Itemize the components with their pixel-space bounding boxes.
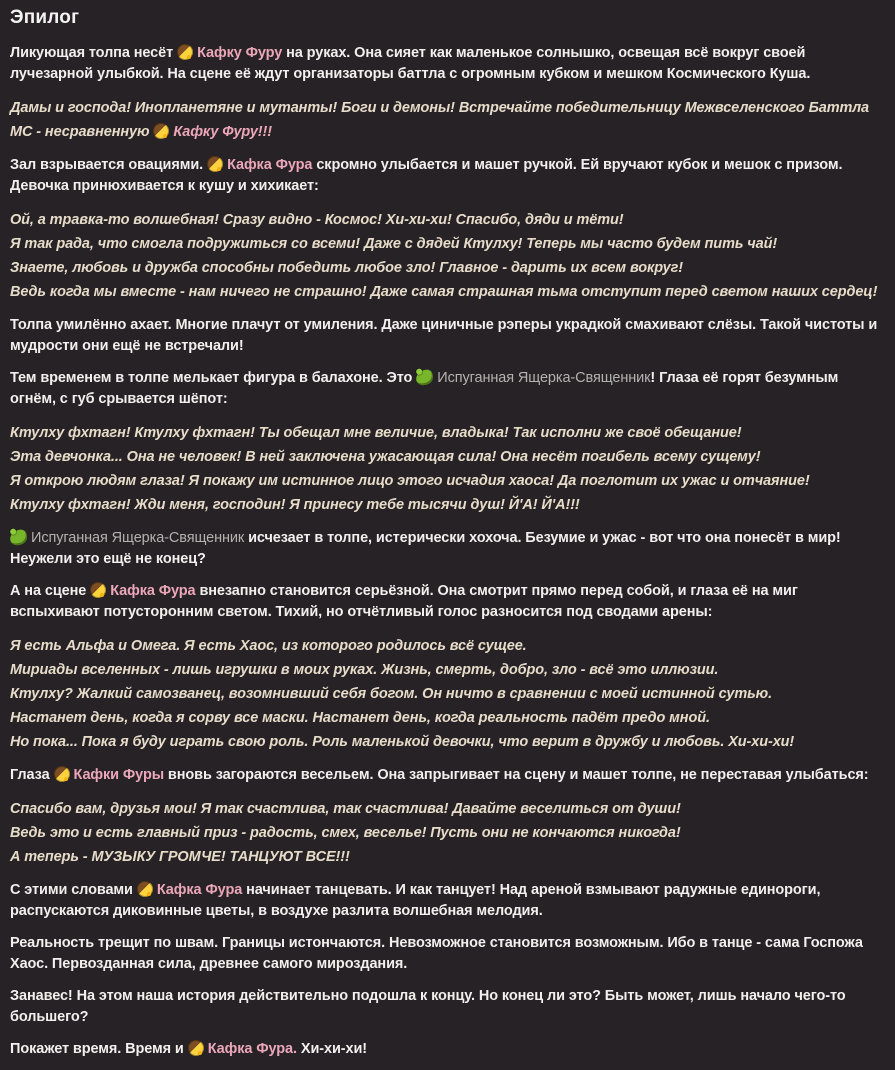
dialogue-paragraph bbox=[10, 797, 881, 869]
character-name-kafka: Кафка Фура bbox=[110, 583, 196, 599]
text-run: исчезает в толпе, истерически хохоча. Безумие и ужас - вот что она понесёт в мир! Неужели это ещё не конец? bbox=[10, 530, 841, 567]
text-line bbox=[10, 493, 881, 517]
text-line bbox=[10, 935, 863, 972]
text-run: Спасибо вам, друзья мои! Я так счастлива, так счастлива! Давайте веселиться от души! bbox=[10, 801, 681, 817]
text-run: Дамы и господа! Инопланетяне и мутанты! Боги и демоны! Встречайте победительницу Межвселенского Баттла MC - несравненную bbox=[10, 100, 870, 140]
text-line bbox=[10, 797, 881, 821]
text-line bbox=[10, 469, 881, 493]
dialogue-paragraph bbox=[10, 96, 881, 144]
character-name-kafka: Кафка Фура bbox=[156, 882, 243, 898]
narration-paragraph bbox=[10, 528, 881, 570]
text-run: Мириады вселенных - лишь игрушки в моих руках. Жизнь, смерть, добро, зло - всё это иллюзии. bbox=[10, 662, 719, 678]
girl-emoji-icon bbox=[90, 582, 106, 598]
text-line bbox=[10, 658, 881, 682]
narration-paragraph bbox=[10, 368, 881, 410]
text-run: Я так рада, что смогла подружиться со всеми! Даже с дядей Ктулху! Теперь мы часто будем пить чай! bbox=[10, 236, 778, 252]
character-name-kafka: Кафка Фура. bbox=[207, 1041, 297, 1057]
dialogue-paragraph bbox=[10, 208, 881, 304]
narration-paragraph bbox=[10, 155, 881, 197]
character-name-kafka: Кафку Фуру bbox=[197, 45, 283, 61]
text-line bbox=[10, 845, 881, 869]
text-run: Я есть Альфа и Омега. Я есть Хаос, из которого родилось всё сущее. bbox=[10, 638, 527, 654]
text-line bbox=[10, 821, 881, 845]
character-name-lizard-priest: Испуганная Ящерка-Священник bbox=[437, 370, 651, 386]
text-run: А теперь - МУЗЫКУ ГРОМЧЕ! ТАНЦУЮТ ВСЕ!!! bbox=[10, 849, 350, 865]
text-run: Толпа умилённо ахает. Многие плачут от умиления. Даже циничные рэперы украдкой смахивают слёзы. Такой чистоты и мудрости они ещё не встречали! bbox=[10, 317, 878, 354]
narration-paragraph bbox=[10, 1039, 881, 1060]
text-line bbox=[10, 767, 869, 783]
text-run: Занавес! На этом наша история действительно подошла к концу. Но конец ли это? Быть может, лишь начало чего-то большего? bbox=[10, 988, 846, 1025]
text-line bbox=[10, 730, 881, 754]
girl-emoji-icon bbox=[153, 123, 169, 139]
page-title: Эпилог bbox=[10, 7, 80, 28]
text-run: Настанет день, когда я сорву все маски. Настанет день, когда реальность падёт предо мной. bbox=[10, 710, 710, 726]
character-name-kafka: Кафка Фура bbox=[227, 157, 313, 173]
lizard-emoji-icon bbox=[415, 369, 434, 386]
text-line bbox=[10, 706, 881, 730]
girl-emoji-icon bbox=[188, 1040, 204, 1056]
text-line bbox=[10, 682, 881, 706]
text-run: Зал взрывается овациями. bbox=[10, 157, 204, 173]
text-run: скромно улыбается и машет ручкой. Ей вручают кубок и мешок с призом. Девочка принюхивается к кушу и хихикает: bbox=[10, 157, 843, 194]
text-line bbox=[10, 232, 881, 256]
text-run: А на сцене bbox=[10, 583, 87, 599]
text-run: ! Глаза её горят безумным огнём, с губ срывается шёпот: bbox=[10, 370, 839, 407]
character-name-lizard-priest: Испуганная Ящерка-Священник bbox=[31, 530, 245, 546]
text-line bbox=[10, 256, 881, 280]
text-run: Ликующая толпа несёт bbox=[10, 45, 174, 61]
text-line bbox=[10, 988, 846, 1025]
text-run: Хи-хи-хи! bbox=[296, 1041, 368, 1057]
text-line bbox=[10, 208, 881, 232]
text-line bbox=[10, 96, 881, 144]
text-run: Знаете, любовь и дружба способны победить любое зло! Главное - дарить их всем вокруг! bbox=[10, 260, 683, 276]
narration-paragraph bbox=[10, 986, 881, 1028]
character-name-kafka: Кафку Фуру!!! bbox=[173, 124, 272, 140]
text-run: на руках. Она сияет как маленькое солнышко, освещая всё вокруг своей лучезарной улыбкой. На сцене её ждут организаторы баттла с огромным кубком и мешком Космического Куша. bbox=[10, 45, 811, 82]
text-run: Ктулху фхтагн! Ктулху фхтагн! Ты обещал мне величие, владыка! Так исполни же своё обещание! bbox=[10, 425, 742, 441]
narration-paragraph bbox=[10, 765, 881, 786]
text-run: Тем временем в толпе мелькает фигура в балахоне. Это bbox=[10, 370, 413, 386]
message-body bbox=[10, 43, 881, 1060]
text-line bbox=[10, 421, 881, 445]
text-line bbox=[10, 317, 877, 354]
text-line bbox=[10, 583, 798, 620]
girl-emoji-icon bbox=[207, 156, 223, 172]
text-line bbox=[10, 45, 810, 82]
text-run: Эта девчонка... Она не человек! В ней заключена ужасающая сила! Она несёт погибель всему сущему! bbox=[10, 449, 761, 465]
text-run: Ведь это и есть главный приз - радость, смех, веселье! Пусть они не кончаются никогда! bbox=[10, 825, 681, 841]
text-run: Я открою людям глаза! Я покажу им истинное лицо этого исчадия хаоса! Да поглотит их ужас и отчаяние! bbox=[10, 473, 810, 489]
text-line bbox=[10, 157, 842, 194]
text-run: Глаза bbox=[10, 767, 50, 783]
text-line bbox=[10, 1041, 367, 1057]
text-run: вновь загораются весельем. Она запрыгивает на сцену и машет толпе, не переставая улыбаться: bbox=[164, 767, 869, 783]
text-run: С этими словами bbox=[10, 882, 133, 898]
text-run: Ведь когда мы вместе - нам ничего не страшно! Даже самая страшная тьма отступит перед светом наших сердец! bbox=[10, 284, 878, 300]
text-line bbox=[10, 530, 841, 567]
girl-emoji-icon bbox=[54, 766, 70, 782]
text-run: внезапно становится серьёзной. Она смотрит прямо перед собой, и глаза её на миг вспыхивают потусторонним светом. Тихий, но отчётливый голос разносится под сводами арены: bbox=[10, 583, 798, 620]
narration-paragraph bbox=[10, 933, 881, 975]
text-run: Ктулху? Жалкий самозванец, возомнивший себя богом. Он ничто в сравнении с моей истинной сутью. bbox=[10, 686, 773, 702]
text-run: начинает танцевать. И как танцует! Над ареной взмывают радужные единороги, распускаются диковинные цветы, в воздухе разлита волшебная мелодия. bbox=[10, 882, 821, 919]
girl-emoji-icon bbox=[177, 44, 193, 60]
girl-emoji-icon bbox=[137, 881, 153, 897]
text-run: Покажет время. Время и bbox=[10, 1041, 184, 1057]
narration-paragraph bbox=[10, 880, 881, 922]
text-line bbox=[10, 280, 881, 304]
dialogue-paragraph bbox=[10, 634, 881, 754]
text-run: Но пока... Пока я буду играть свою роль. Роль маленькой девочки, что верит в дружбу и любовь. Хи-хи-хи! bbox=[10, 734, 795, 750]
text-run: Ой, а травка-то волшебная! Сразу видно - Космос! Хи-хи-хи! Спасибо, дяди и тёти! bbox=[10, 212, 624, 228]
narration-paragraph bbox=[10, 43, 881, 85]
narration-paragraph bbox=[10, 581, 881, 623]
text-line bbox=[10, 882, 820, 919]
text-line bbox=[10, 370, 838, 407]
narration-paragraph bbox=[10, 315, 881, 357]
text-run: Реальность трещит по швам. Границы истончаются. Невозможное становится возможным. Ибо в танце - сама Госпожа Хаос. Первозданная сила, древнее самого мироздания. bbox=[10, 935, 863, 972]
lizard-emoji-icon bbox=[9, 529, 28, 546]
text-line bbox=[10, 445, 881, 469]
text-run: Ктулху фхтагн! Жди меня, господин! Я принесу тебе тысячи душ! Й'А! Й'А!!! bbox=[10, 497, 580, 513]
dialogue-paragraph bbox=[10, 421, 881, 517]
text-line bbox=[10, 634, 881, 658]
character-name-kafka: Кафки Фуры bbox=[73, 767, 164, 783]
